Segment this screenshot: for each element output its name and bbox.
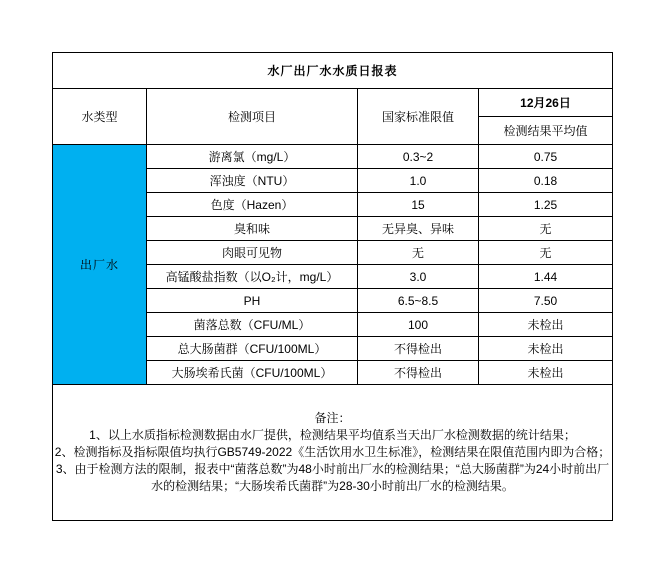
result-cell: 无 [479, 217, 613, 241]
item-cell: 臭和味 [147, 217, 358, 241]
result-cell: 7.50 [479, 289, 613, 313]
notes-cell [53, 385, 613, 521]
header-item: 检测项目 [147, 89, 358, 145]
result-cell: 未检出 [479, 361, 613, 385]
limit-cell: 1.0 [358, 169, 479, 193]
result-cell: 1.25 [479, 193, 613, 217]
item-cell: 菌落总数（CFU/ML） [147, 313, 358, 337]
note-line-1: 1、以上水质指标检测数据由水厂提供，检测结果平均值系当天出厂水检测数据的统计结果； [89, 428, 576, 442]
header-row-1 [53, 89, 613, 117]
water-quality-table [52, 52, 613, 521]
limit-cell: 3.0 [358, 265, 479, 289]
item-cell: 肉眼可见物 [147, 241, 358, 265]
notes-row [53, 385, 613, 521]
item-cell: PH [147, 289, 358, 313]
item-cell: 大肠埃希氏菌（CFU/100ML） [147, 361, 358, 385]
item-cell: 浑浊度（NTU） [147, 169, 358, 193]
item-cell: 总大肠菌群（CFU/100ML） [147, 337, 358, 361]
header-water-type: 水类型 [53, 89, 147, 145]
notes-label: 备注： [314, 411, 351, 425]
result-cell: 0.75 [479, 145, 613, 169]
limit-cell: 6.5~8.5 [358, 289, 479, 313]
item-cell: 游离氯（mg/L） [147, 145, 358, 169]
result-cell: 未检出 [479, 337, 613, 361]
header-date: 12月26日 [479, 89, 613, 117]
limit-cell: 100 [358, 313, 479, 337]
note-line-3: 3、由于检测方法的限制，报表中“菌落总数”为48小时前出厂水的检测结果；“总大肠菌群”为24小时前出厂水的检测结果；“大肠埃希氏菌群”为28-30小时前出厂水的检测结果。 [55, 462, 610, 493]
result-cell: 0.18 [479, 169, 613, 193]
water-type-cell: 出厂水 [53, 145, 147, 385]
limit-cell: 不得检出 [358, 337, 479, 361]
result-cell: 未检出 [479, 313, 613, 337]
header-result-avg: 检测结果平均值 [479, 117, 613, 145]
result-cell: 无 [479, 241, 613, 265]
report-sheet [52, 52, 613, 521]
limit-cell: 0.3~2 [358, 145, 479, 169]
page-title: 水厂出厂水水质日报表 [53, 53, 613, 89]
limit-cell: 无 [358, 241, 479, 265]
header-standard-limit: 国家标准限值 [358, 89, 479, 145]
result-cell: 1.44 [479, 265, 613, 289]
limit-cell: 不得检出 [358, 361, 479, 385]
item-cell: 高锰酸盐指数（以O₂计，mg/L） [147, 265, 358, 289]
limit-cell: 15 [358, 193, 479, 217]
title-row [53, 53, 613, 89]
limit-cell: 无异臭、异味 [358, 217, 479, 241]
table-row [53, 145, 613, 169]
note-line-2: 2、检测指标及指标限值均执行GB5749-2022《生活饮用水卫生标准》，检测结果在限值范围内即为合格； [54, 445, 611, 459]
item-cell: 色度（Hazen） [147, 193, 358, 217]
